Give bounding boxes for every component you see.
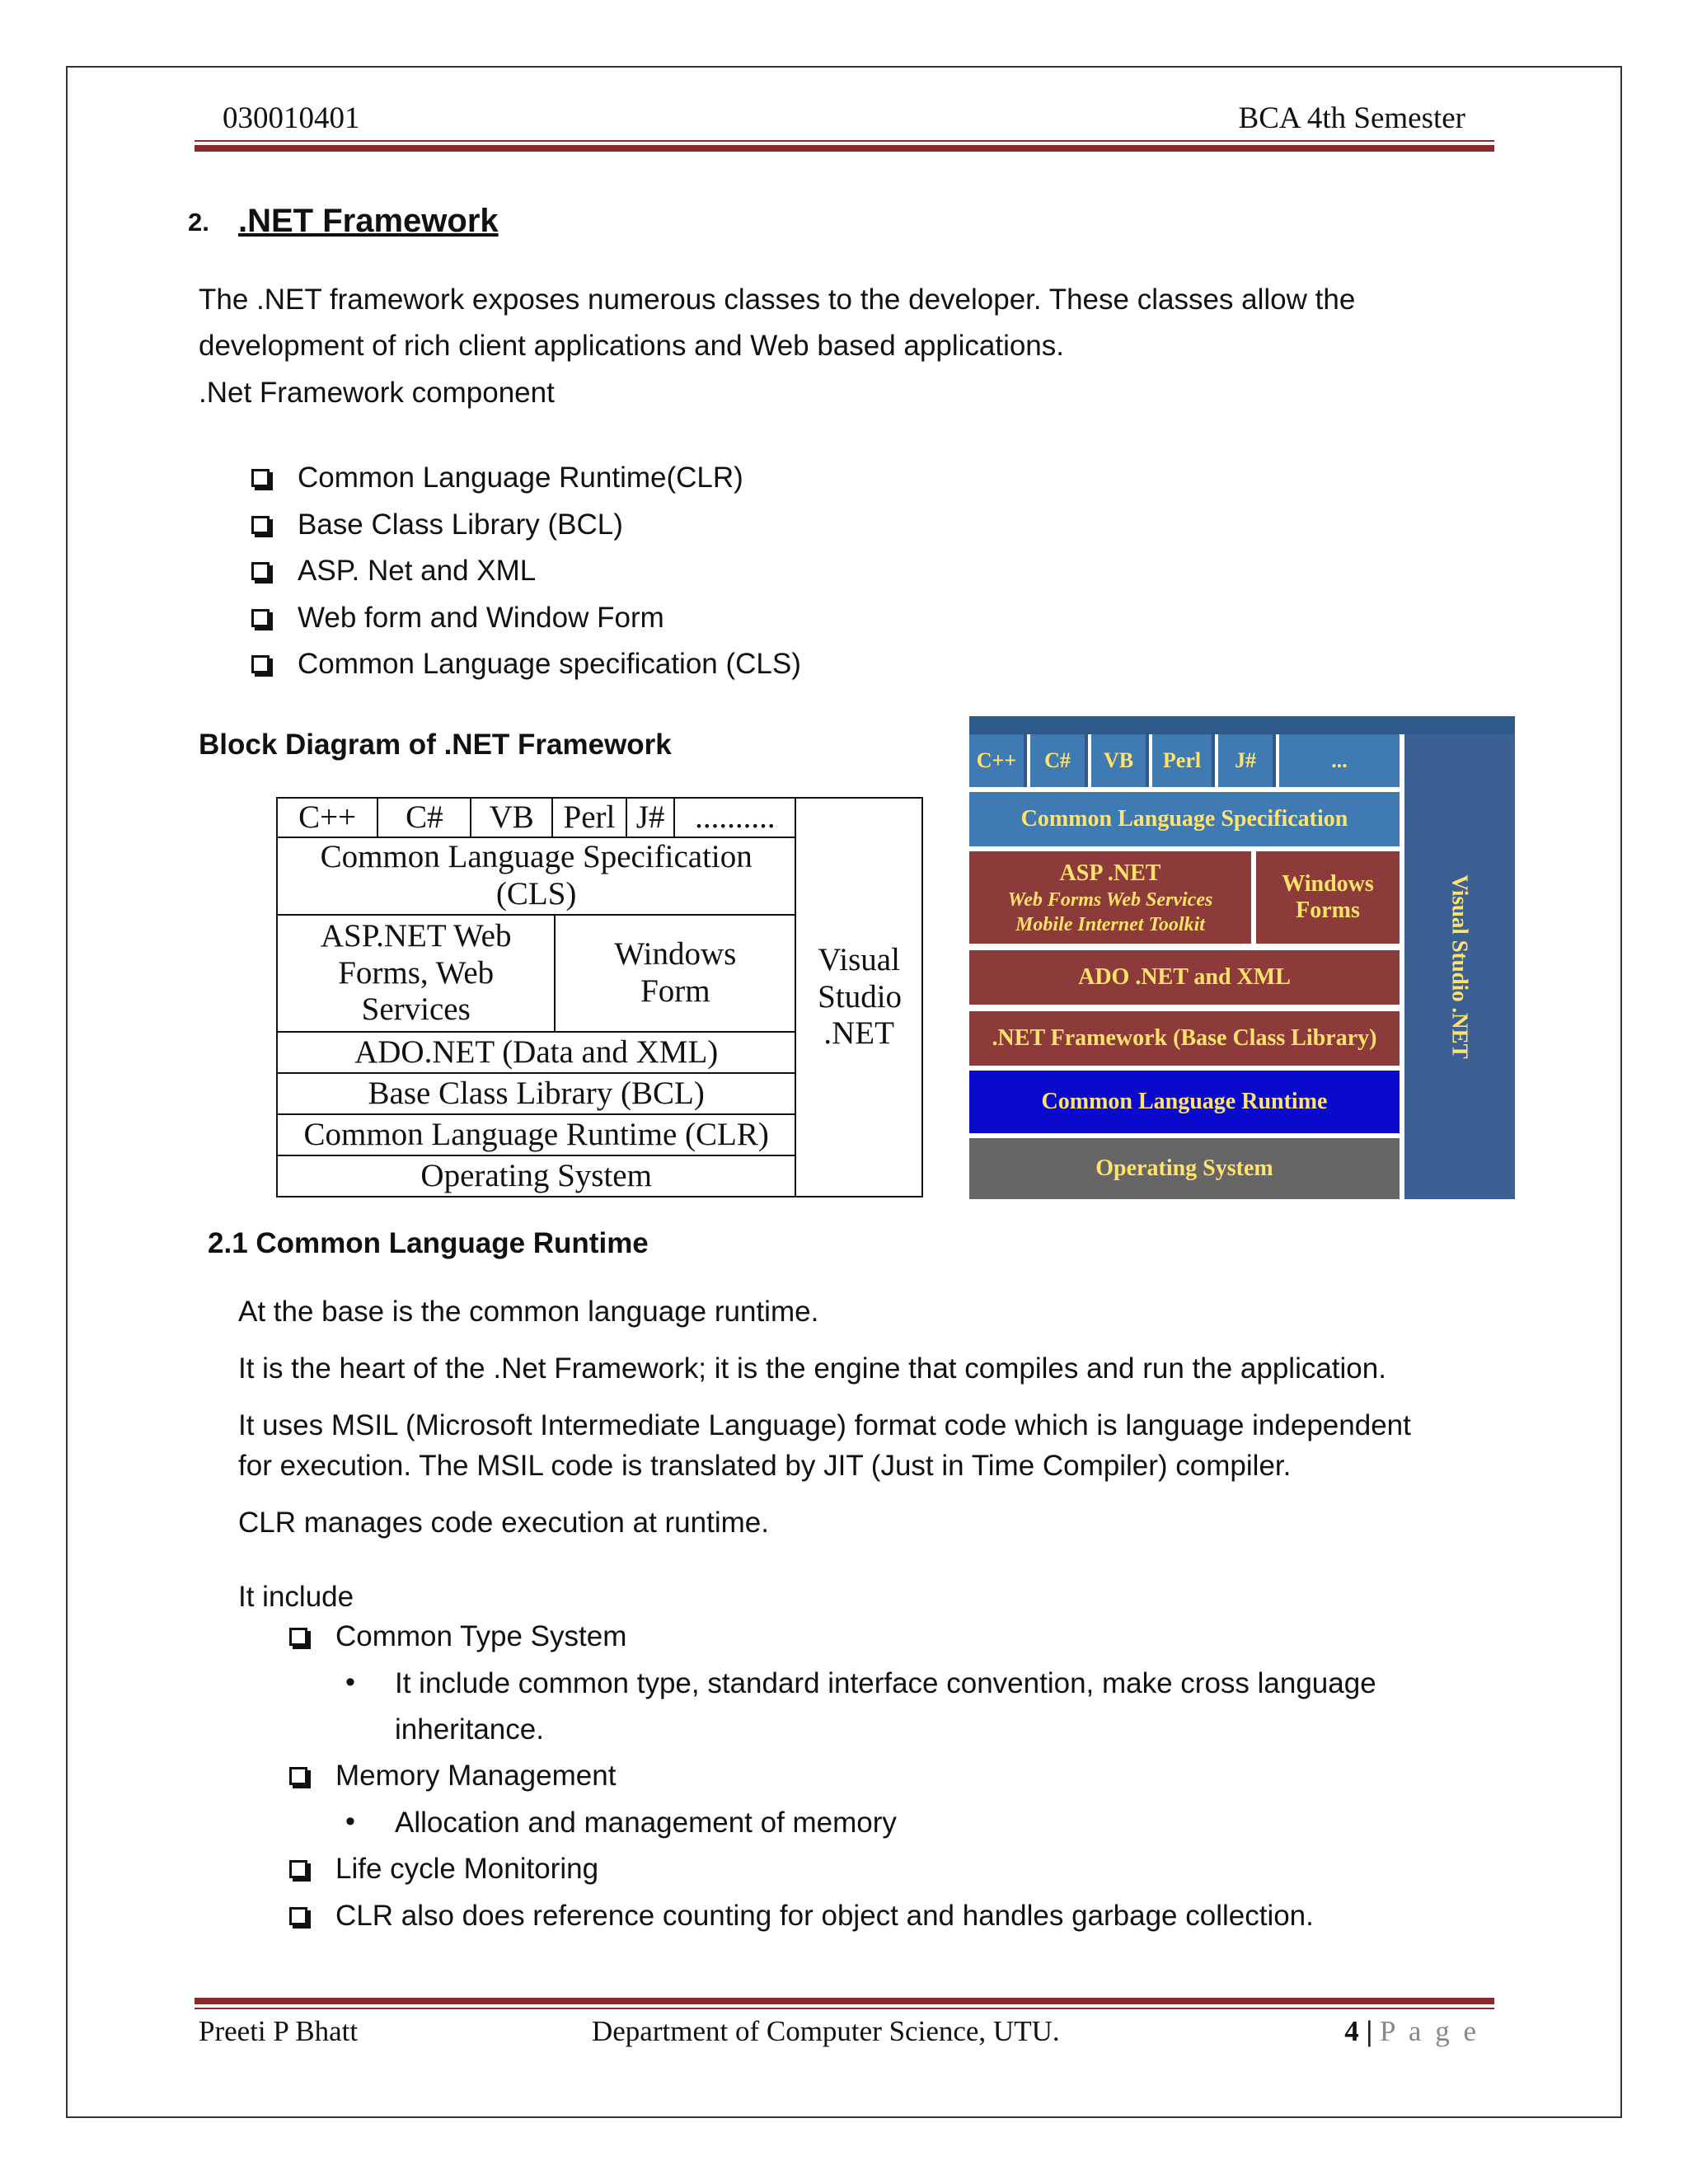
bd-windows-form-cell: Windows Form (555, 915, 795, 1032)
list-item: Life cycle Monitoring (289, 1853, 598, 1886)
list-item: CLR also does reference counting for object and handles garbage collection. (289, 1900, 1314, 1933)
list-item: Base Class Library (BCL) (251, 509, 623, 541)
cd-lang-box: Perl (1152, 734, 1215, 787)
footer-author: Preeti P Bhatt (199, 2015, 359, 2047)
block-diagram-table (276, 797, 923, 1197)
cd-cls-band: Common Language Specification (969, 792, 1400, 846)
sub-item-line: Allocation and management of memory (395, 1807, 897, 1839)
section-title: .NET Framework (238, 203, 499, 239)
clr-paragraph-1: At the base is the common language runtime. (238, 1296, 819, 1328)
bd-bcl-cell: Base Class Library (BCL) (277, 1073, 795, 1114)
cd-visual-studio-label: Visual Studio .NET (1447, 874, 1473, 1059)
list-item: Memory Management (289, 1760, 616, 1793)
cd-lang-box: VB (1091, 734, 1149, 787)
bd-lang-cell: J# (626, 798, 674, 837)
bd-visual-studio-cell: Visual Studio .NET (795, 798, 922, 1197)
block-diagram-heading: Block Diagram of .NET Framework (199, 729, 672, 761)
list-item: ASP. Net and XML (251, 555, 536, 588)
components-label: .Net Framework component (199, 377, 555, 409)
bd-aspnet-cell: ASP.NET Web Forms, Web Services (277, 915, 555, 1032)
page-label: P a g e (1380, 2015, 1479, 2047)
footer-rule-thick (195, 1998, 1494, 2004)
page-number: 4 (1344, 2015, 1359, 2047)
list-item: Common Type System (289, 1620, 626, 1653)
list-item: Common Language Runtime(CLR) (251, 462, 743, 494)
sub-item-line: inheritance. (395, 1713, 544, 1746)
includes-label: It include (238, 1581, 354, 1613)
cd-adonet-band: ADO .NET and XML (969, 950, 1400, 1005)
cd-lang-box: ... (1279, 734, 1400, 787)
cd-os-band: Operating System (969, 1138, 1400, 1199)
sub-item-line: It include common type, standard interface convention, make cross language (395, 1667, 1376, 1699)
clr-paragraph-3-line-1: It uses MSIL (Microsoft Intermediate Language) format code which is language independent (238, 1409, 1411, 1441)
checkbox-bullet-icon (251, 655, 270, 673)
course-code: 030010401 (223, 101, 360, 135)
intro-line-1: The .NET framework exposes numerous classes to the developer. These classes allow the (199, 284, 1356, 316)
semester-label: BCA 4th Semester (1238, 101, 1465, 135)
footer-department: Department of Computer Science, UTU. (592, 2015, 1060, 2047)
checkbox-bullet-icon (251, 516, 270, 534)
checkbox-bullet-icon (251, 469, 270, 487)
footer-page: 4 | P a g e (1344, 2015, 1479, 2047)
checkbox-bullet-icon (289, 1628, 307, 1646)
cd-bcl-band: .NET Framework (Base Class Library) (969, 1011, 1400, 1066)
color-diagram (969, 716, 1515, 1199)
cd-lang-box: C++ (969, 734, 1027, 787)
bd-adonet-cell: ADO.NET (Data and XML) (277, 1032, 795, 1073)
intro-line-2: development of rich client applications and Web based applications. (199, 330, 1064, 362)
bullet-dot-icon: • (345, 1666, 355, 1698)
checkbox-bullet-icon (289, 1767, 307, 1785)
clr-paragraph-3-line-2: for execution. The MSIL code is translated by JIT (Just in Time Compiler) compiler. (238, 1450, 1292, 1482)
cd-windows-forms-box: Windows Forms (1256, 851, 1400, 944)
clr-paragraph-4: CLR manages code execution at runtime. (238, 1507, 769, 1539)
section-number: 2. (188, 208, 209, 237)
footer-rule-thin (195, 2008, 1494, 2009)
list-item: Web form and Window Form (251, 602, 664, 635)
checkbox-bullet-icon (251, 609, 270, 627)
bd-clr-cell: Common Language Runtime (CLR) (277, 1114, 795, 1155)
cd-aspnet-box: ASP .NET Web Forms Web Services Mobile Internet Toolkit (969, 851, 1251, 944)
checkbox-bullet-icon (251, 562, 270, 580)
bd-os-cell: Operating System (277, 1155, 795, 1197)
header-rule-thin (195, 140, 1494, 142)
checkbox-bullet-icon (289, 1860, 307, 1878)
cd-lang-box: C# (1030, 734, 1088, 787)
bd-lang-cell: C++ (277, 798, 377, 837)
cd-top-strip (969, 716, 1515, 734)
bullet-dot-icon: • (345, 1806, 355, 1837)
bd-lang-cell: Perl (552, 798, 626, 837)
cd-visual-studio-bar (1404, 734, 1515, 1199)
cd-lang-box: J# (1218, 734, 1276, 787)
subsection-title: 2.1 Common Language Runtime (208, 1227, 649, 1259)
bd-lang-cell: VB (471, 798, 552, 837)
checkbox-bullet-icon (289, 1907, 307, 1925)
list-item: Common Language specification (CLS) (251, 648, 801, 681)
bd-lang-cell: .......... (674, 798, 795, 837)
header-rule-thick (195, 145, 1494, 152)
bd-lang-cell: C# (377, 798, 471, 837)
bd-cls-cell: Common Language Specification (CLS) (277, 837, 795, 915)
clr-paragraph-2: It is the heart of the .Net Framework; it is the engine that compiles and run the application. (238, 1352, 1386, 1385)
cd-clr-band: Common Language Runtime (969, 1071, 1400, 1133)
